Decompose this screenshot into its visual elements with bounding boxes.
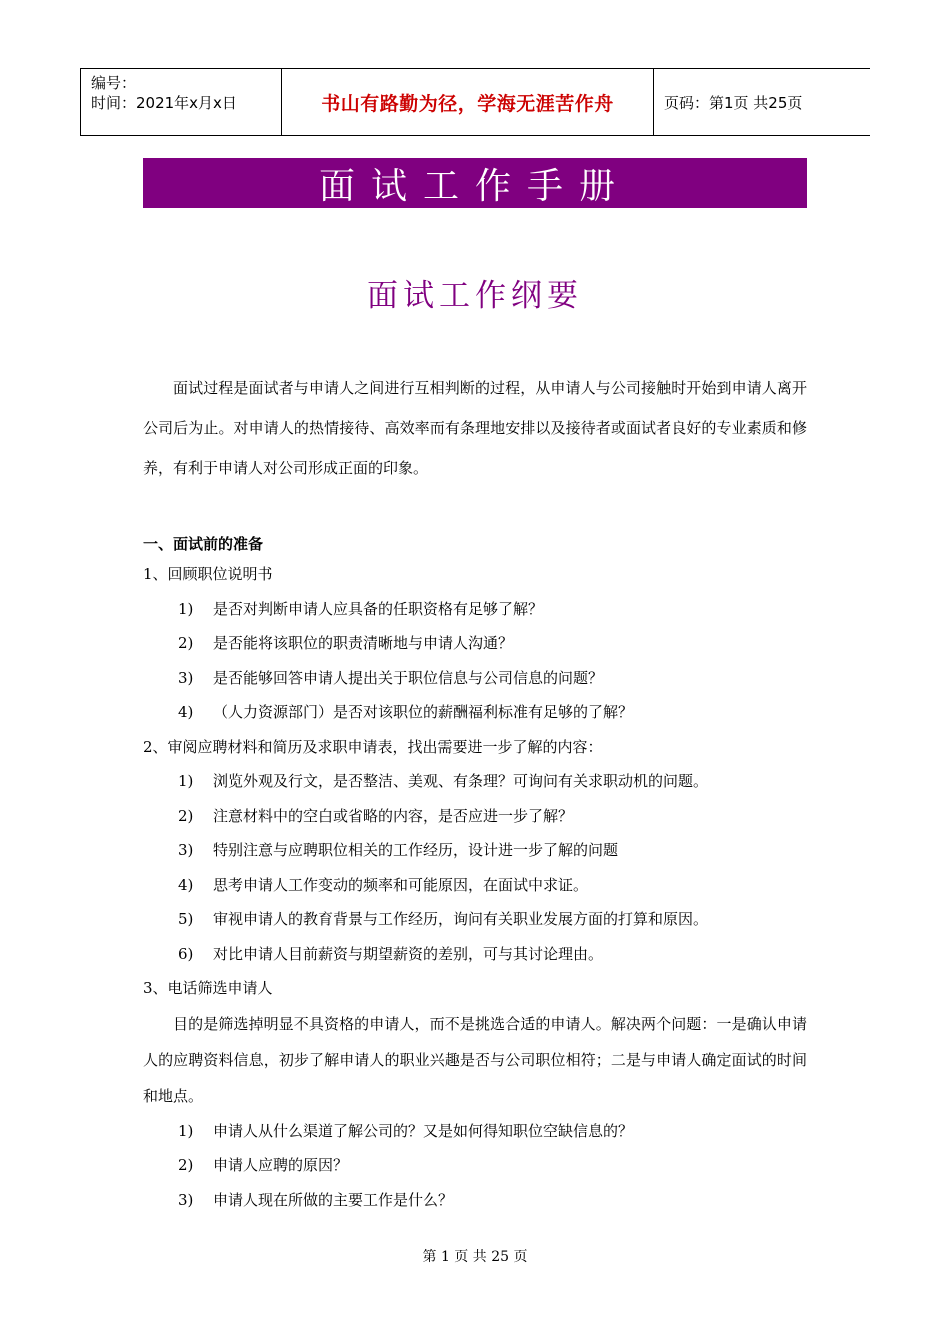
list-item: 1) 浏览外观及行文，是否整洁、美观、有条理？可询问有关求职动机的问题。 (178, 772, 709, 790)
intro-paragraph: 面试过程是面试者与申请人之间进行互相判断的过程，从申请人与公司接触时开始到申请人离开公司后为止。对申请人的热情接待、高效率而有条理地安排以及接待者或面试者良好的专业素质和修养，有利于申请人对公司形成正面的印象。 (143, 379, 807, 477)
document-body (143, 368, 807, 1217)
list-item: 1) 是否对判断申请人应具备的任职资格有足够了解？ (178, 599, 544, 618)
list-item: 2) 申请人应聘的原因？ (178, 1156, 349, 1174)
header-meta (80, 69, 282, 135)
banner-title: 面试工作手册 (143, 158, 807, 208)
list-sub3 (143, 1114, 807, 1218)
list-sub2 (143, 764, 807, 971)
list-sub1 (143, 592, 807, 730)
list-item: 4) （人力资源部门）是否对该职位的薪酬福利标准有足够的了解？ (178, 703, 634, 721)
document-subtitle: 面试工作纲要 (367, 278, 583, 314)
list-item: 1) 申请人从什么渠道了解公司的？又是如何得知职位空缺信息的？ (178, 1121, 634, 1140)
list-item: 3) 是否能够回答申请人提出关于职位信息与公司信息的问题？ (178, 668, 604, 687)
header-motto: 书山有路勤为径，学海无涯苦作舟 (282, 69, 654, 135)
time-label: 时间：2021年x月x日 (91, 94, 237, 112)
subsection-title: 2、审阅应聘材料和简历及求职申请表，找出需要进一步了解的内容： (143, 737, 603, 756)
list-item: 4) 思考申请人工作变动的频率和可能原因，在面试中求证。 (178, 875, 589, 894)
list-item: 2) 是否能将该职位的职责清晰地与申请人沟通？ (178, 634, 514, 652)
subsection-title: 1、回顾职位说明书 (143, 565, 273, 583)
list-item: 3) 特别注意与应聘职位相关的工作经历，设计进一步了解的问题 (178, 841, 619, 859)
section-heading: 一、面试前的准备 (143, 535, 264, 553)
list-item: 6) 对比申请人目前薪资与期望薪资的差别，可与其讨论理由。 (178, 944, 604, 963)
page-footer: 第 1 页 共 25 页 (422, 1249, 528, 1265)
subsection-title: 3、电话筛选申请人 (143, 979, 273, 997)
page-header (80, 68, 870, 136)
list-item: 2) 注意材料中的空白或省略的内容，是否应进一步了解？ (178, 806, 574, 825)
list-item: 3) 申请人现在所做的主要工作是什么？ (178, 1190, 454, 1209)
header-page-info: 页码：第1页 共25页 (664, 93, 803, 112)
number-label: 编号： (91, 74, 137, 92)
list-item: 5) 审视申请人的教育背景与工作经历，询问有关职业发展方面的打算和原因。 (178, 910, 709, 928)
subsection-paragraph: 目的是筛选掉明显不具资格的申请人，而不是挑选合适的申请人。解决两个问题：一是确认申请人的应聘资料信息，初步了解申请人的职业兴趣是否与公司职位相符；二是与申请人确定面试的时间和地点。 (143, 1014, 807, 1105)
